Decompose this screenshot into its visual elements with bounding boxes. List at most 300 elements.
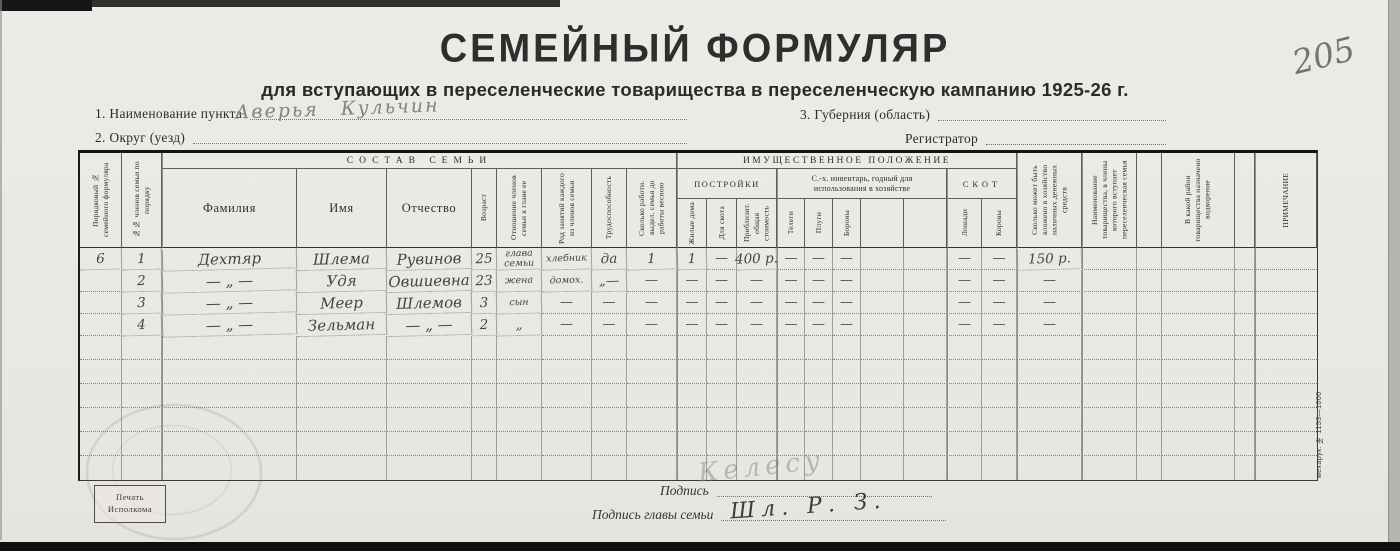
table-cell-empty xyxy=(904,384,947,408)
table-cell-col-harrows: — xyxy=(833,314,861,336)
table-cell-empty xyxy=(861,384,904,408)
table-cell-col-partnership-name xyxy=(1082,292,1137,314)
table-cell-col-livestock-buildings: — xyxy=(707,248,737,270)
table-cell-empty xyxy=(297,408,387,432)
table-cell-col-workers-for-spring: — xyxy=(627,270,677,292)
col-member-number-header xyxy=(122,153,162,248)
col-notes-header xyxy=(1255,153,1317,248)
table-cell-col-harrows: — xyxy=(833,292,861,314)
table-cell-empty xyxy=(861,408,904,432)
table-cell-col-work-ability: „— xyxy=(592,270,628,293)
group-farm-inventory: С.-х. инвентарь, годный для использования в хозяйстве xyxy=(777,169,947,199)
stamp-box-line1: Печать xyxy=(115,492,145,503)
table-cell-empty xyxy=(737,408,777,432)
table-cell-col-notes xyxy=(1255,292,1317,314)
field-point-label: 1. Наименование пункта xyxy=(95,106,243,121)
table-cell-empty xyxy=(833,336,861,360)
table-cell-empty xyxy=(497,408,542,432)
table-cell-empty xyxy=(1082,432,1137,456)
table-cell-col-relation-to-head: „ xyxy=(497,313,543,336)
table-cell-empty xyxy=(387,456,472,480)
table-cell-empty xyxy=(122,384,162,408)
table-cell-col-member-number: 4 xyxy=(122,313,163,336)
col-horses-header-label: Лошади xyxy=(959,209,969,237)
table-cell-empty xyxy=(947,408,982,432)
table-cell-empty xyxy=(1162,336,1235,360)
table-cell-col-partnership-name xyxy=(1082,270,1137,292)
table-cell-col-harrows: — xyxy=(833,248,861,270)
table-cell-col-settlement-district xyxy=(1162,292,1235,314)
table-cell-empty xyxy=(1235,456,1255,480)
table-cell-empty xyxy=(297,384,387,408)
table-cell-col-patronymic: Рувинов xyxy=(387,247,473,271)
table-cell-empty xyxy=(1017,336,1082,360)
field-registrar-line xyxy=(986,130,1166,145)
table-cell-empty xyxy=(982,408,1017,432)
table-cell-col-carts: — xyxy=(777,314,805,336)
table-cell-col-livestock-buildings: — xyxy=(707,292,737,314)
table-cell-col-firstname: Удя xyxy=(297,269,388,293)
table-cell-empty xyxy=(387,432,472,456)
table-cell-empty xyxy=(677,432,707,456)
table-cell-empty xyxy=(833,360,861,384)
table-cell-col-member-number: 3 xyxy=(122,291,163,314)
field-registrar xyxy=(905,130,1172,147)
col-form-number-header xyxy=(80,153,122,248)
table-cell-col-blank-3 xyxy=(1137,292,1162,314)
table-cell-empty xyxy=(982,432,1017,456)
table-cell-col-occupation: хлебник xyxy=(542,247,593,270)
col-member-number-header-label: №№ членов семьи по порядку xyxy=(131,161,151,239)
table-cell-empty xyxy=(1162,408,1235,432)
table-cell-empty xyxy=(982,384,1017,408)
table-cell-col-ploughs: — xyxy=(805,314,833,336)
table-cell-col-age: 3 xyxy=(472,292,498,315)
form-subtitle: для вступающих в переселенческие товарищества в переселенческую кампанию 1925-26 г. xyxy=(261,79,1129,100)
col-cows-header xyxy=(982,199,1017,248)
table-cell-empty xyxy=(1137,384,1162,408)
table-cell-col-work-ability: — xyxy=(592,314,627,336)
field-gubernia xyxy=(800,106,1172,123)
table-cell-empty xyxy=(472,336,497,360)
table-cell-empty xyxy=(627,432,677,456)
table-cell-empty xyxy=(1162,360,1235,384)
handwritten-page-number: 205 xyxy=(1288,28,1359,83)
col-horses-header xyxy=(947,199,982,248)
table-cell-empty xyxy=(122,360,162,384)
table-cell-empty xyxy=(627,384,677,408)
table-cell-col-workers-for-spring: — xyxy=(627,314,677,336)
table-cell-col-relation-to-head: глава семьи xyxy=(497,247,543,270)
table-cell-empty xyxy=(1255,408,1317,432)
table-cell-col-horses: — xyxy=(947,292,982,314)
table-cell-col-carts: — xyxy=(777,270,805,292)
table-cell-empty xyxy=(592,360,627,384)
table-cell-col-dwelling-houses: 1 xyxy=(677,248,708,271)
table-cell-empty xyxy=(861,360,904,384)
table-cell-col-member-number: 1 xyxy=(122,247,163,270)
table-cell-col-ploughs: — xyxy=(805,292,833,314)
table-cell-empty xyxy=(297,432,387,456)
table-cell-empty xyxy=(627,456,677,480)
table-cell-empty xyxy=(297,360,387,384)
table-cell-empty xyxy=(1082,360,1137,384)
table-cell-col-partnership-name xyxy=(1082,248,1137,270)
table-cell-empty xyxy=(861,456,904,480)
table-cell-col-blank-4 xyxy=(1235,314,1255,336)
col-blank-4-header xyxy=(1235,153,1255,248)
table-cell-empty xyxy=(472,360,497,384)
col-workers-for-spring-header-label: Сколько работн. выдел. семья до работы весною xyxy=(636,180,666,236)
table-cell-empty xyxy=(497,456,542,480)
table-cell-empty xyxy=(947,456,982,480)
table-cell-empty xyxy=(387,408,472,432)
table-cell-empty xyxy=(1235,384,1255,408)
col-settlement-district-header-label: В какой район товарищества назначено водворение xyxy=(1183,158,1212,242)
table-cell-col-form-number xyxy=(80,292,122,314)
table-cell-empty xyxy=(542,336,592,360)
table-cell-empty xyxy=(833,384,861,408)
table-cell-empty xyxy=(707,384,737,408)
table-cell-empty xyxy=(707,432,737,456)
table-cell-empty xyxy=(777,360,805,384)
table-cell-col-carts: — xyxy=(777,248,805,270)
table-cell-empty xyxy=(1082,384,1137,408)
table-cell-col-partnership-name xyxy=(1082,314,1137,336)
field-okrug-line xyxy=(193,129,687,144)
head-signature-row xyxy=(592,506,952,523)
col-cash-investment-header xyxy=(1017,153,1082,248)
table-cell-col-cash-investment: — xyxy=(1017,292,1082,314)
table-cell-empty xyxy=(592,384,627,408)
stamp-box-line2: Исполкома xyxy=(107,504,153,514)
table-cell-empty xyxy=(805,336,833,360)
table-cell-empty xyxy=(1137,336,1162,360)
table-cell-empty xyxy=(497,336,542,360)
table-cell-empty xyxy=(1162,432,1235,456)
table-cell-empty xyxy=(387,384,472,408)
table-cell-empty xyxy=(472,432,497,456)
col-notes-header-label: ПРИМЕЧАНИЕ xyxy=(1281,172,1291,228)
head-signature-label: Подпись главы семьи xyxy=(592,507,714,522)
table-cell-col-surname: — „ — xyxy=(162,268,298,294)
table-cell-empty xyxy=(162,336,297,360)
table-cell-empty xyxy=(947,384,982,408)
table-cell-empty xyxy=(122,456,162,480)
col-settlement-district-header xyxy=(1162,153,1235,248)
table-cell-col-carts: — xyxy=(777,292,805,314)
table-cell-empty xyxy=(592,336,627,360)
table-cell-col-age: 2 xyxy=(472,314,498,337)
table-cell-empty xyxy=(805,408,833,432)
col-ploughs-header-label: Плуги xyxy=(813,212,823,234)
table-cell-col-cash-investment: — xyxy=(1017,314,1082,336)
table-cell-empty xyxy=(627,360,677,384)
col-relation-to-head-header xyxy=(497,169,542,248)
table-cell-col-firstname: Зельман xyxy=(297,313,388,337)
table-cell-col-blank-2 xyxy=(904,248,947,270)
table-cell-empty xyxy=(1137,408,1162,432)
col-firstname-header: Имя xyxy=(297,169,387,248)
table-cell-empty xyxy=(947,432,982,456)
col-surname-header: Фамилия xyxy=(162,169,297,248)
col-livestock-buildings-header-label: Для скота xyxy=(716,206,726,240)
table-cell-empty xyxy=(904,336,947,360)
table-cell-empty xyxy=(737,360,777,384)
col-occupation-header-label: Род занятий каждого из членов семьи xyxy=(556,172,576,244)
table-cell-empty xyxy=(542,360,592,384)
table-cell-empty xyxy=(122,336,162,360)
table-cell-col-member-number: 2 xyxy=(122,269,163,292)
table-cell-empty xyxy=(707,360,737,384)
group-family-composition: СОСТАВ СЕМЬИ xyxy=(162,153,677,169)
table-cell-empty xyxy=(162,432,297,456)
table-cell-col-work-ability: — xyxy=(592,292,627,314)
col-cows-header-label: Коровы xyxy=(994,210,1004,236)
col-ploughs-header xyxy=(805,199,833,248)
table-cell-empty xyxy=(1162,456,1235,480)
table-cell-col-blank-2 xyxy=(904,270,947,292)
col-relation-to-head-header-label: Отношение членов семьи к главе ее xyxy=(509,175,528,241)
table-cell-col-cash-investment: 150 р. xyxy=(1017,247,1083,271)
table-cell-empty xyxy=(1235,360,1255,384)
col-blank-2-header xyxy=(904,199,947,248)
table-cell-empty xyxy=(982,456,1017,480)
table-cell-empty xyxy=(542,408,592,432)
table-cell-col-horses: — xyxy=(947,314,982,336)
table-cell-col-cows: — xyxy=(982,292,1017,314)
pencil-signature-note: Келесу xyxy=(696,445,827,489)
col-harrows-header xyxy=(833,199,861,248)
table-cell-col-livestock-buildings: — xyxy=(707,314,737,336)
table-cell-empty xyxy=(904,432,947,456)
table-cell-col-age: 23 xyxy=(472,270,498,293)
table-cell-col-harrows: — xyxy=(833,270,861,292)
group-livestock: СКОТ xyxy=(947,169,1017,199)
col-approx-total-value-header xyxy=(737,199,777,248)
table-cell-empty xyxy=(122,432,162,456)
table-cell-col-workers-for-spring: 1 xyxy=(627,247,678,270)
group-property-status: ИМУЩЕСТВЕННОЕ ПОЛОЖЕНИЕ xyxy=(677,153,1017,169)
table-cell-empty xyxy=(1017,456,1082,480)
table-cell-col-cash-investment: — xyxy=(1017,270,1082,292)
table-cell-col-approx-total-value: — xyxy=(737,292,777,314)
table-cell-col-notes xyxy=(1255,270,1317,292)
table-cell-empty xyxy=(904,456,947,480)
table-cell-empty xyxy=(1082,456,1137,480)
table-cell-empty xyxy=(592,432,627,456)
col-work-ability-header-label: Трудоспособность xyxy=(604,176,614,240)
table-cell-empty xyxy=(162,360,297,384)
col-form-number-header-label: Порядковый № семейного формуляра xyxy=(90,162,110,238)
table-cell-empty xyxy=(1235,432,1255,456)
table-cell-empty xyxy=(677,360,707,384)
table-cell-empty xyxy=(1017,408,1082,432)
col-approx-total-value-header-label: Приблизит. общая стоимость xyxy=(741,203,771,243)
field-point-handwritten-value: Аверья Кульчин xyxy=(234,94,440,124)
table-cell-empty xyxy=(737,336,777,360)
table-cell-empty xyxy=(162,456,297,480)
table-cell-empty xyxy=(677,336,707,360)
table-cell-empty xyxy=(472,384,497,408)
table-cell-empty xyxy=(387,360,472,384)
table-cell-empty xyxy=(904,408,947,432)
table-cell-col-blank-4 xyxy=(1235,248,1255,270)
table-cell-empty xyxy=(947,360,982,384)
field-okrug-label: 2. Округ (уезд) xyxy=(95,130,186,145)
col-blank-1-header xyxy=(861,199,904,248)
table-cell-empty xyxy=(1137,360,1162,384)
table-cell-col-settlement-district xyxy=(1162,248,1235,270)
table-cell-empty xyxy=(592,408,627,432)
table-cell-col-form-number: 6 xyxy=(80,247,123,270)
form-title: СЕМЕЙНЫЙ ФОРМУЛЯР xyxy=(439,27,951,71)
table-cell-empty xyxy=(1017,432,1082,456)
col-partnership-name-header xyxy=(1082,153,1137,248)
table-cell-col-blank-4 xyxy=(1235,270,1255,292)
field-gubernia-label: 3. Губерния (область) xyxy=(800,107,931,122)
table-cell-col-dwelling-houses: — xyxy=(677,292,707,314)
table-cell-col-settlement-district xyxy=(1162,270,1235,292)
table-cell-col-surname: — „ — xyxy=(162,312,298,338)
table-cell-empty xyxy=(162,408,297,432)
table-cell-col-workers-for-spring: — xyxy=(627,292,677,314)
table-cell-empty xyxy=(777,336,805,360)
table-cell-empty xyxy=(1235,336,1255,360)
table-cell-empty xyxy=(627,336,677,360)
table-cell-empty xyxy=(297,456,387,480)
table-cell-empty xyxy=(982,360,1017,384)
stamp-faded-text: ∙ ∙ ∙ ∙ ∙ xyxy=(161,454,187,466)
table-cell-empty xyxy=(497,432,542,456)
table-cell-empty xyxy=(777,384,805,408)
col-dwelling-houses-header-label: Жилые дома xyxy=(687,201,697,245)
table-cell-empty xyxy=(861,432,904,456)
table-cell-col-ploughs: — xyxy=(805,270,833,292)
table-cell-col-dwelling-houses: — xyxy=(677,314,707,336)
table-cell-empty xyxy=(1162,384,1235,408)
head-signature-line xyxy=(721,506,946,521)
table-cell-empty xyxy=(497,384,542,408)
table-cell-empty xyxy=(80,336,122,360)
table-cell-empty xyxy=(1137,456,1162,480)
col-harrows-header-label: Бороны xyxy=(841,209,851,237)
table-cell-empty xyxy=(777,408,805,432)
table-cell-col-settlement-district xyxy=(1162,314,1235,336)
table-cell-col-blank-2 xyxy=(904,292,947,314)
table-cell-empty xyxy=(1017,384,1082,408)
table-cell-empty xyxy=(80,360,122,384)
col-age-header-label: Возраст xyxy=(479,194,489,222)
table-cell-col-firstname: Меер xyxy=(297,291,388,315)
table-cell-empty xyxy=(542,432,592,456)
table-cell-col-patronymic: Овшиевна xyxy=(387,269,473,293)
print-run-note: мехарук. № 1153—1000 xyxy=(1316,391,1323,478)
table-cell-col-blank-2 xyxy=(904,314,947,336)
table-cell-empty xyxy=(472,456,497,480)
table-cell-col-patronymic: Шлемов xyxy=(387,291,473,315)
table-cell-empty xyxy=(122,408,162,432)
table-cell-empty xyxy=(80,408,122,432)
table-cell-empty xyxy=(472,408,497,432)
field-registrar-label: Регистратор xyxy=(905,131,979,146)
field-okrug xyxy=(95,129,693,146)
table-cell-empty xyxy=(833,432,861,456)
table-cell-empty xyxy=(1082,408,1137,432)
table-cell-empty xyxy=(1137,432,1162,456)
table-cell-empty xyxy=(982,336,1017,360)
table-cell-col-horses: — xyxy=(947,248,982,270)
table-cell-col-notes xyxy=(1255,314,1317,336)
table-cell-col-work-ability: да xyxy=(592,248,628,271)
stamp-placeholder-box xyxy=(94,485,166,523)
col-cash-investment-header-label: Сколько может быть вложено в хозяйство наличных денежных средств xyxy=(1029,164,1069,236)
table-cell-empty xyxy=(1255,336,1317,360)
table-cell-col-cows: — xyxy=(982,270,1017,292)
table-cell-col-blank-1 xyxy=(861,292,904,314)
table-cell-col-ploughs: — xyxy=(805,248,833,270)
table-cell-empty xyxy=(833,408,861,432)
table-cell-empty xyxy=(805,384,833,408)
table-cell-empty xyxy=(1082,336,1137,360)
table-cell-col-patronymic: — „ — xyxy=(387,313,473,337)
table-cell-col-occupation: — xyxy=(542,292,592,314)
table-cell-empty xyxy=(861,336,904,360)
table-cell-empty xyxy=(707,408,737,432)
table-cell-col-age: 25 xyxy=(472,248,498,271)
table-cell-empty xyxy=(387,336,472,360)
table-cell-col-relation-to-head: жена xyxy=(497,269,543,292)
table-cell-empty xyxy=(1017,360,1082,384)
table-cell-col-relation-to-head: сын xyxy=(497,291,543,314)
table-cell-col-cows: — xyxy=(982,314,1017,336)
table-cell-empty xyxy=(1235,408,1255,432)
field-gubernia-line xyxy=(938,106,1166,121)
table-cell-empty xyxy=(805,360,833,384)
col-occupation-header xyxy=(542,169,592,248)
table-cell-col-surname: Дехтяр xyxy=(162,246,298,272)
table-cell-empty xyxy=(1255,432,1317,456)
scan-edge-bottom xyxy=(0,542,1400,551)
table-cell-col-occupation: — xyxy=(542,314,592,336)
col-workers-for-spring-header xyxy=(627,169,677,248)
table-cell-col-firstname: Шлема xyxy=(297,247,388,271)
col-work-ability-header xyxy=(592,169,627,248)
col-carts-header-label: Телеги xyxy=(786,211,796,235)
table-cell-empty xyxy=(162,384,297,408)
table-cell-empty xyxy=(297,336,387,360)
table-cell-col-form-number xyxy=(80,314,122,336)
table-cell-empty xyxy=(80,384,122,408)
table-cell-empty xyxy=(1255,384,1317,408)
group-buildings: ПОСТРОЙКИ xyxy=(677,169,777,199)
table-cell-empty xyxy=(497,360,542,384)
signature-label: Подпись xyxy=(660,483,709,498)
table-cell-empty xyxy=(542,456,592,480)
table-cell-col-dwelling-houses: — xyxy=(677,270,707,292)
table-cell-empty xyxy=(677,384,707,408)
table-cell-col-blank-1 xyxy=(861,270,904,292)
col-carts-header xyxy=(777,199,805,248)
table-cell-col-occupation: домох. xyxy=(542,269,593,292)
table-cell-col-notes xyxy=(1255,248,1317,270)
table-cell-col-blank-3 xyxy=(1137,248,1162,270)
scan-edge-top-corner xyxy=(0,0,92,11)
table-cell-col-blank-1 xyxy=(861,248,904,270)
col-livestock-buildings-header xyxy=(707,199,737,248)
head-of-family-ink-signature: Шл. Р. З. xyxy=(729,488,888,525)
table-cell-empty xyxy=(1255,456,1317,480)
